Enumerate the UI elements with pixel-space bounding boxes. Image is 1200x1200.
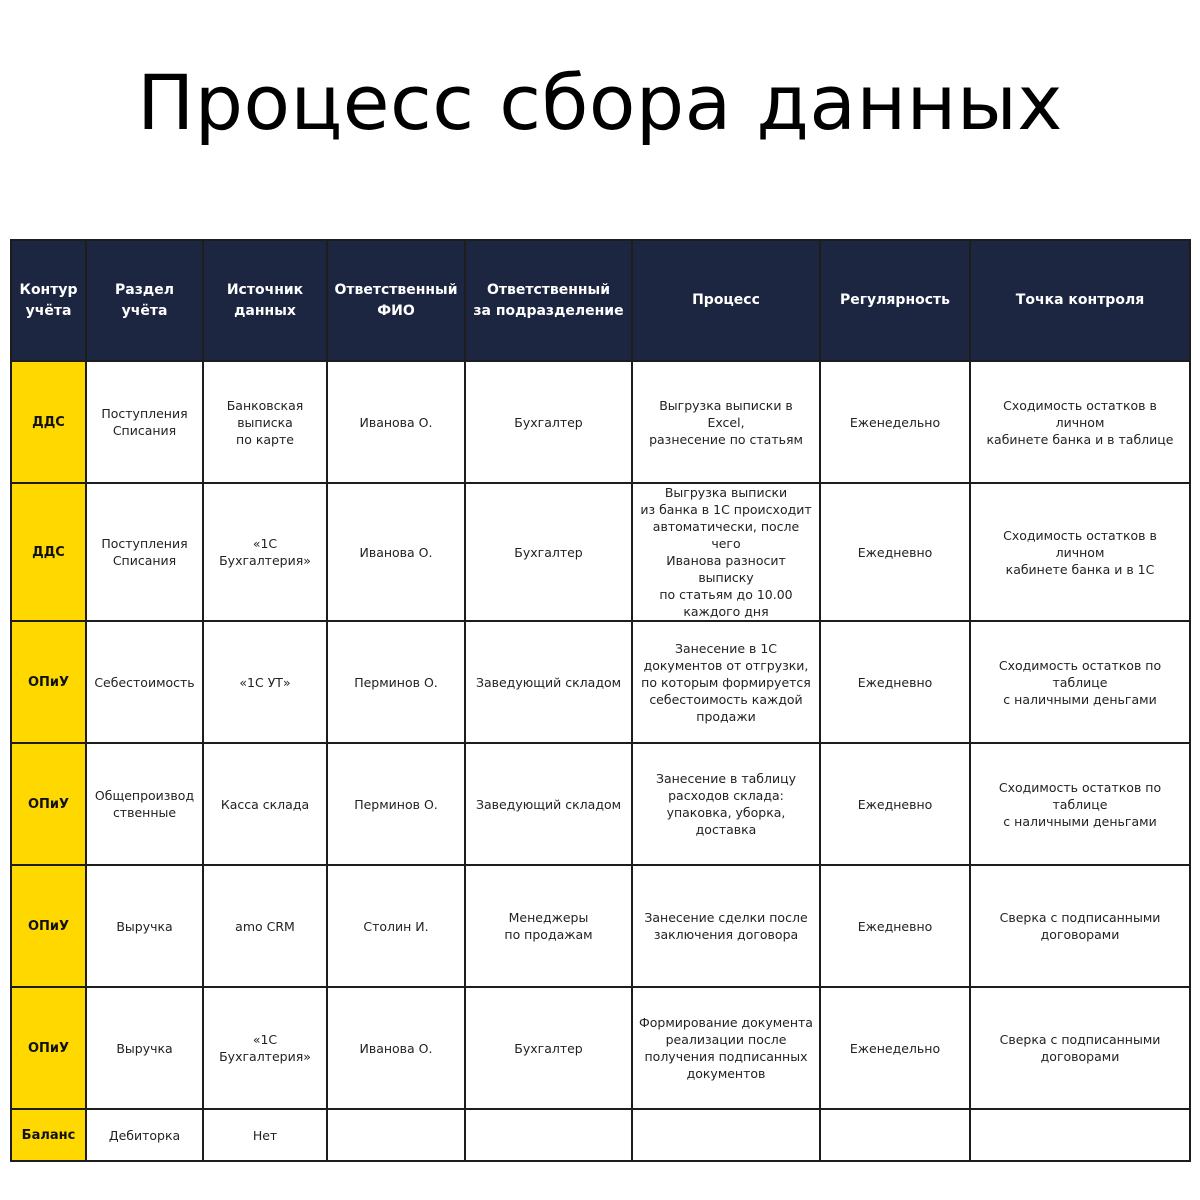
department-cell: Заведующий складом bbox=[465, 743, 632, 865]
frequency-cell: Ежедневно bbox=[820, 865, 970, 987]
person-cell: Иванова О. bbox=[327, 987, 465, 1109]
data-collection-table bbox=[10, 239, 1191, 1162]
person-cell: Столин И. bbox=[327, 865, 465, 987]
header-department: Ответственный за подразделение bbox=[465, 240, 632, 361]
person-cell: Иванова О. bbox=[327, 483, 465, 621]
department-cell: Менеджеры по продажам bbox=[465, 865, 632, 987]
header-control: Точка контроля bbox=[970, 240, 1190, 361]
department-cell: Бухгалтер bbox=[465, 483, 632, 621]
source-cell: «1С Бухгалтерия» bbox=[203, 987, 327, 1109]
frequency-cell: Ежедневно bbox=[820, 483, 970, 621]
department-cell: Бухгалтер bbox=[465, 987, 632, 1109]
header-process: Процесс bbox=[632, 240, 820, 361]
contour-cell: ОПиУ bbox=[11, 743, 86, 865]
section-cell: Выручка bbox=[86, 987, 203, 1109]
section-cell: Общепроизвод ственные bbox=[86, 743, 203, 865]
table-row bbox=[11, 361, 1190, 483]
page-title: Процесс сбора данных bbox=[137, 58, 1063, 147]
contour-cell: ДДС bbox=[11, 483, 86, 621]
control-cell bbox=[970, 1109, 1190, 1161]
source-cell: «1С Бухгалтерия» bbox=[203, 483, 327, 621]
table-row bbox=[11, 987, 1190, 1109]
frequency-cell: Ежедневно bbox=[820, 621, 970, 743]
control-cell: Сходимость остатков в личном кабинете банка и в таблице bbox=[970, 361, 1190, 483]
header-contour: Контур учёта bbox=[11, 240, 86, 361]
contour-cell: ОПиУ bbox=[11, 987, 86, 1109]
source-cell: «1С УТ» bbox=[203, 621, 327, 743]
source-cell: Банковская выписка по карте bbox=[203, 361, 327, 483]
section-cell: Поступления Списания bbox=[86, 361, 203, 483]
frequency-cell: Еженедельно bbox=[820, 987, 970, 1109]
section-cell: Выручка bbox=[86, 865, 203, 987]
process-cell bbox=[632, 1109, 820, 1161]
control-cell: Сверка с подписанными договорами bbox=[970, 987, 1190, 1109]
person-cell: Иванова О. bbox=[327, 361, 465, 483]
frequency-cell: Еженедельно bbox=[820, 361, 970, 483]
source-cell: amo CRM bbox=[203, 865, 327, 987]
section-cell: Себестоимость bbox=[86, 621, 203, 743]
department-cell: Заведующий складом bbox=[465, 621, 632, 743]
table-row bbox=[11, 621, 1190, 743]
control-cell: Сходимость остатков по таблице с наличными деньгами bbox=[970, 743, 1190, 865]
person-cell: Перминов О. bbox=[327, 621, 465, 743]
header-frequency: Регулярность bbox=[820, 240, 970, 361]
person-cell bbox=[327, 1109, 465, 1161]
process-cell: Формирование документа реализации после получения подписанных документов bbox=[632, 987, 820, 1109]
table-row bbox=[11, 865, 1190, 987]
contour-cell: Баланс bbox=[11, 1109, 86, 1161]
contour-cell: ДДС bbox=[11, 361, 86, 483]
department-cell: Бухгалтер bbox=[465, 361, 632, 483]
process-cell: Занесение в 1С документов от отгрузки, по которым формируется себестоимость каждой продажи bbox=[632, 621, 820, 743]
header-person: Ответственный ФИО bbox=[327, 240, 465, 361]
table-row bbox=[11, 483, 1190, 621]
header-section: Раздел учёта bbox=[86, 240, 203, 361]
person-cell: Перминов О. bbox=[327, 743, 465, 865]
source-cell: Касса склада bbox=[203, 743, 327, 865]
control-cell: Сверка с подписанными договорами bbox=[970, 865, 1190, 987]
contour-cell: ОПиУ bbox=[11, 621, 86, 743]
header-source: Источник данных bbox=[203, 240, 327, 361]
frequency-cell: Ежедневно bbox=[820, 743, 970, 865]
table-header-row bbox=[11, 240, 1190, 361]
frequency-cell bbox=[820, 1109, 970, 1161]
process-cell: Выгрузка выписки из банка в 1С происходит автоматически, после чего Иванова разносит выписку по статьям до 10.00 каждого дня bbox=[632, 483, 820, 621]
table-row bbox=[11, 1109, 1190, 1161]
control-cell: Сходимость остатков в личном кабинете банка и в 1С bbox=[970, 483, 1190, 621]
source-cell: Нет bbox=[203, 1109, 327, 1161]
process-cell: Выгрузка выписки в Excel, разнесение по статьям bbox=[632, 361, 820, 483]
table-row bbox=[11, 743, 1190, 865]
process-cell: Занесение сделки после заключения договора bbox=[632, 865, 820, 987]
process-cell: Занесение в таблицу расходов склада: упаковка, уборка, доставка bbox=[632, 743, 820, 865]
section-cell: Поступления Списания bbox=[86, 483, 203, 621]
section-cell: Дебиторка bbox=[86, 1109, 203, 1161]
department-cell bbox=[465, 1109, 632, 1161]
control-cell: Сходимость остатков по таблице с наличными деньгами bbox=[970, 621, 1190, 743]
contour-cell: ОПиУ bbox=[11, 865, 86, 987]
